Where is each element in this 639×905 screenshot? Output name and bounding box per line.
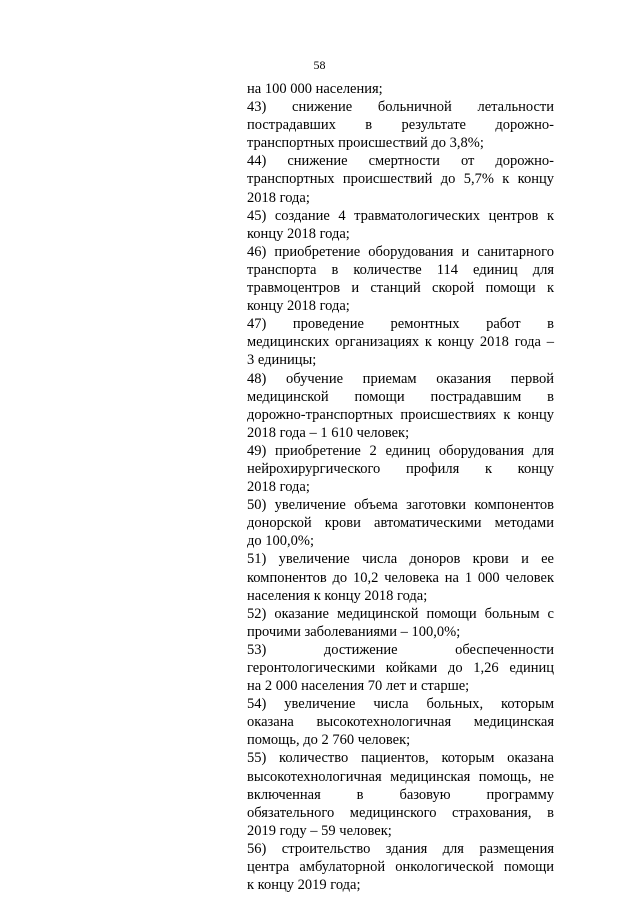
text-line: 51) увеличение числа доноров крови и ее (247, 551, 554, 568)
text-line: транспортных происшествий до 5,7% к концу (247, 171, 554, 188)
text-line: до 100,0%; (247, 533, 314, 550)
text-line: 44) снижение смертности от дорожно- (247, 153, 554, 170)
page-number: 58 (313, 58, 326, 72)
text-line: 47) проведение ремонтных работ в (247, 316, 554, 333)
text-line: 56) строительство здания для размещения (247, 840, 554, 857)
text-line: 2019 году – 59 человек; (247, 822, 392, 839)
text-line: 45) создание 4 травматологических центров к (247, 207, 554, 224)
text-line: концу 2018 года; (247, 298, 350, 315)
text-line: геронтологическими койками до 1,26 единиц (247, 660, 554, 676)
text-line: компонентов до 10,2 человека на 1 000 человек (247, 569, 554, 586)
text-line: 48) обучение приемам оказания первой (247, 370, 554, 387)
text-line: пострадавших в результате дорожно- (247, 117, 554, 134)
text-line: на 100 000 населения; (247, 81, 383, 97)
text-line: обязательного медицинского страхования, в (247, 804, 554, 821)
text-line: 55) количество пациентов, которым оказана (247, 750, 554, 767)
text-line: 53) достижение обеспеченности (247, 641, 554, 658)
text-line: центра амбулаторной онкологической помощи (247, 859, 554, 876)
text-line: 52) оказание медицинской помощи больным с (247, 605, 554, 622)
text-line: прочими заболеваниями – 100,0%; (247, 623, 461, 640)
text-line: транспорта в количестве 114 единиц для (247, 261, 554, 278)
text-line: 2018 года – 1 610 человек; (247, 424, 410, 441)
text-line: донорской крови автоматическими методами (247, 515, 554, 532)
text-line: 46) приобретение оборудования и санитарного (247, 243, 554, 260)
text-line: 2018 года; (247, 479, 310, 496)
text-line: 43) снижение больничной летальности (247, 99, 554, 116)
text-line: 50) увеличение объема заготовки компонентов (247, 497, 554, 514)
text-line: медицинской помощи пострадавшим в (247, 388, 554, 405)
text-line: на 2 000 населения 70 лет и старше; (247, 678, 470, 695)
text-line: 3 единицы; (247, 352, 317, 369)
text-line: оказана высокотехнологичная медицинская (247, 714, 554, 731)
text-line: помощь, до 2 760 человек; (247, 732, 411, 749)
text-line: транспортных происшествий до 3,8%; (247, 135, 484, 152)
text-line: нейрохирургического профиля к концу (247, 460, 554, 477)
text-line: к концу 2019 года; (247, 877, 361, 894)
text-line: населения к концу 2018 года; (247, 587, 428, 604)
text-line: 2018 года; (247, 189, 310, 206)
text-line: 54) увеличение числа больных, которым (247, 696, 554, 713)
text-line: концу 2018 года; (247, 225, 350, 242)
text-line: 49) приобретение 2 единиц оборудования для (247, 442, 554, 459)
text-line: травмоцентров и станций скорой помощи к (247, 280, 554, 297)
text-line: высокотехнологичная медицинская помощь, не (247, 768, 554, 785)
document-body (247, 80, 554, 894)
text-line: включенная в базовую программу (247, 786, 554, 803)
text-line: медицинских организациях к концу 2018 года – (247, 334, 554, 351)
text-line: дорожно-транспортных происшествиях к концу (247, 406, 554, 423)
